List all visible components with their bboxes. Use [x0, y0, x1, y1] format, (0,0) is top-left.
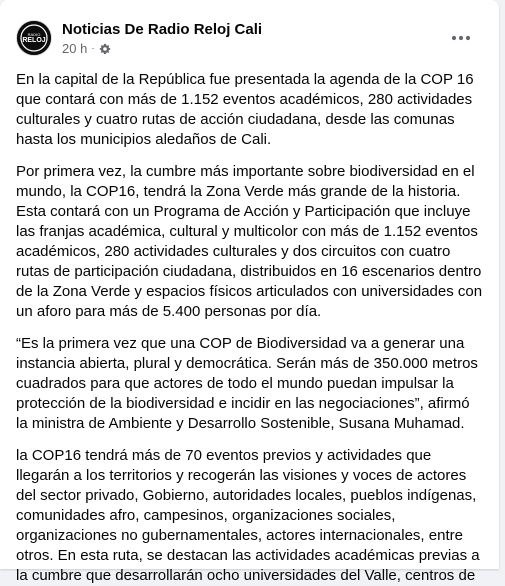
more-options-icon: [451, 35, 471, 41]
post-paragraph: Por primera vez, la cumbre más importante sobre biodiversidad en el mundo, la COP16, tendrá la Zona Verde más grande de la historia. Esta contará con un Programa de Acción y Participación que incluye las franjas académica, cultural y multicolor con más de 1.152 eventos académicos, 280 actividades culturales y dos circuitos con cuatro rutas de participación ciudadana, distribuidos en 16 escenarios dentro de la Zona Verde y espacios físicos articulados con universidades con un aforo para más de 5.400 personas por día.: [16, 163, 483, 320]
avatar[interactable]: [16, 20, 52, 56]
post-paragraph: En la capital de la República fue presentada la agenda de la COP 16 que contará con más de 1.152 eventos académicos, 280 actividades culturales y cuatro rutas de acción ciudadana, desde las comunas hasta los municipios aledaños de Cali.: [16, 71, 474, 148]
post-paragraph: “Es la primera vez que una COP de Biodiversidad va a generar una instancia abierta, plural y democrática. Serán más de 350.000 metros cuadrados para que actores de todo el mundo puedan impulsar la protección de la biodiversidad e incidir en las negociaciones”, afirmó la ministra de Ambiente y Desarrollo Sostenible, Susana Muhamad.: [16, 335, 478, 432]
meta-separator: ·: [91, 43, 95, 54]
post-meta: [62, 41, 111, 56]
post-timestamp[interactable]: 20 h: [62, 41, 88, 56]
post-header: [0, 0, 499, 70]
more-options-button[interactable]: [445, 28, 477, 48]
avatar-logo-text: RELOJ: [22, 37, 46, 44]
radio-reloj-logo-icon: [17, 21, 51, 55]
svg-text:RADIO: RADIO: [27, 32, 41, 37]
post-paragraph: la COP16 tendrá más de 70 eventos previos y actividades que llegarán a los territorios y recogerán las visiones y voces de actores del sector privado, Gobierno, autoridades locales, pueblos indígenas, comunidades afro, campesinos, organizaciones sociales, organizaciones no gubernamentales, actores internacionales, entre otros. En esta ruta, se destacan las actividades académicas previas a la cumbre que desarrollarán ocho universidades del Valle, centros de: [16, 447, 480, 584]
page-name[interactable]: Noticias De Radio Reloj Cali: [62, 21, 263, 38]
gear-icon: [99, 43, 111, 55]
post-body: [0, 70, 499, 586]
